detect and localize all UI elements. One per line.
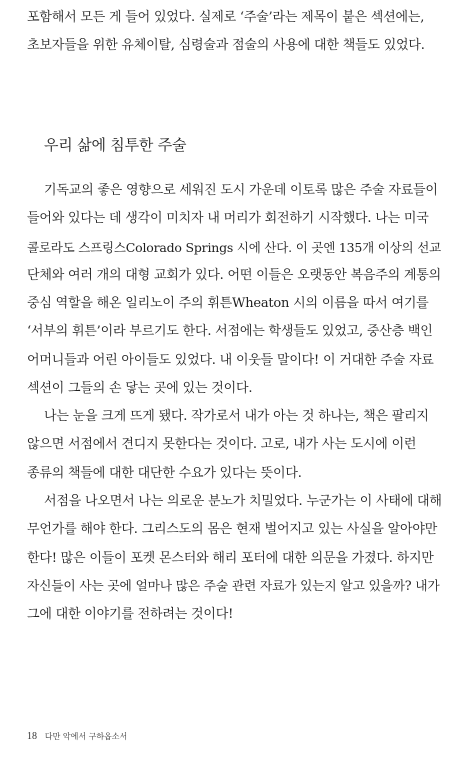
text-line: 그에 대한 이야기를 전하려는 것이다! xyxy=(27,607,234,623)
text-line: 섹션이 그들의 손 닿는 곳에 있는 것이다. xyxy=(27,381,253,397)
body-paragraph-1 xyxy=(27,177,443,403)
text-line: 종류의 책들에 대한 대단한 수요가 있다는 뜻이다. xyxy=(27,465,302,481)
text-line: 서점을 나오면서 나는 의로운 분노가 치밀었다. 누군가는 이 사태에 대해 xyxy=(44,494,442,509)
text-line: 콜로라도 스프링스Colorado Springs 시에 산다. 이 곳엔 135개 이상의 선교 xyxy=(27,239,441,255)
body-paragraph-3 xyxy=(27,488,443,629)
running-title: 다만 악에서 구하옵소서 xyxy=(44,732,128,741)
text-line: 자신들이 사는 곳에 얼마나 많은 주술 관련 자료가 있는지 알고 있을까? 내가 xyxy=(27,578,440,594)
text-line: 어머니들과 어린 아이들도 있었다. 내 이웃들 말이다! 이 거대한 주술 자료 xyxy=(27,352,434,368)
text-line: 포함해서 모든 게 들어 있었다. 실제로 ‘주술’라는 제목이 붙은 섹션에는, xyxy=(27,10,425,25)
text-line: 한다! 많은 이들이 포켓 몬스터와 해리 포터에 대한 의문을 가졌다. 하지만 xyxy=(27,550,434,566)
text-line: 초보자들을 위한 유체이탈, 심령술과 점술의 사용에 대한 책들도 있었다. xyxy=(27,38,425,54)
text-line: 중심 역할을 해온 일리노이 주의 휘튼Wheaton 시의 이름을 따서 여기를 xyxy=(27,296,429,312)
text-line: 무언가를 해야 한다. 그리스도의 몸은 현재 벌어지고 있는 사실을 알아야만 xyxy=(27,522,438,538)
page-footer xyxy=(27,731,127,743)
intro-paragraph xyxy=(27,4,443,61)
text-line: 들어와 있다는 데 생각이 미치자 내 머리가 회전하기 시작했다. 나는 미국 xyxy=(27,211,429,227)
body-paragraph-2 xyxy=(27,403,443,488)
section-heading: 우리 삶에 침투한 주술 xyxy=(44,136,187,154)
text-line: 나는 눈을 크게 뜨게 됐다. 작가로서 내가 아는 것 하나는, 책은 팔리지 xyxy=(44,409,429,424)
text-line: 단체와 여러 개의 대형 교회가 있다. 어떤 이들은 오랫동안 복음주의 계통의 xyxy=(27,267,441,283)
page-number: 18 xyxy=(27,731,37,742)
text-line: 않으면 서점에서 견디지 못한다는 것이다. 고로, 내가 사는 도시에 이런 xyxy=(27,437,417,453)
text-line: ‘서부의 휘튼’이라 부르기도 한다. 서점에는 학생들도 있었고, 중산층 백인 xyxy=(27,324,433,340)
text-line: 기독교의 좋은 영향으로 세워진 도시 가운데 이토록 많은 주술 자료들이 xyxy=(44,183,438,198)
